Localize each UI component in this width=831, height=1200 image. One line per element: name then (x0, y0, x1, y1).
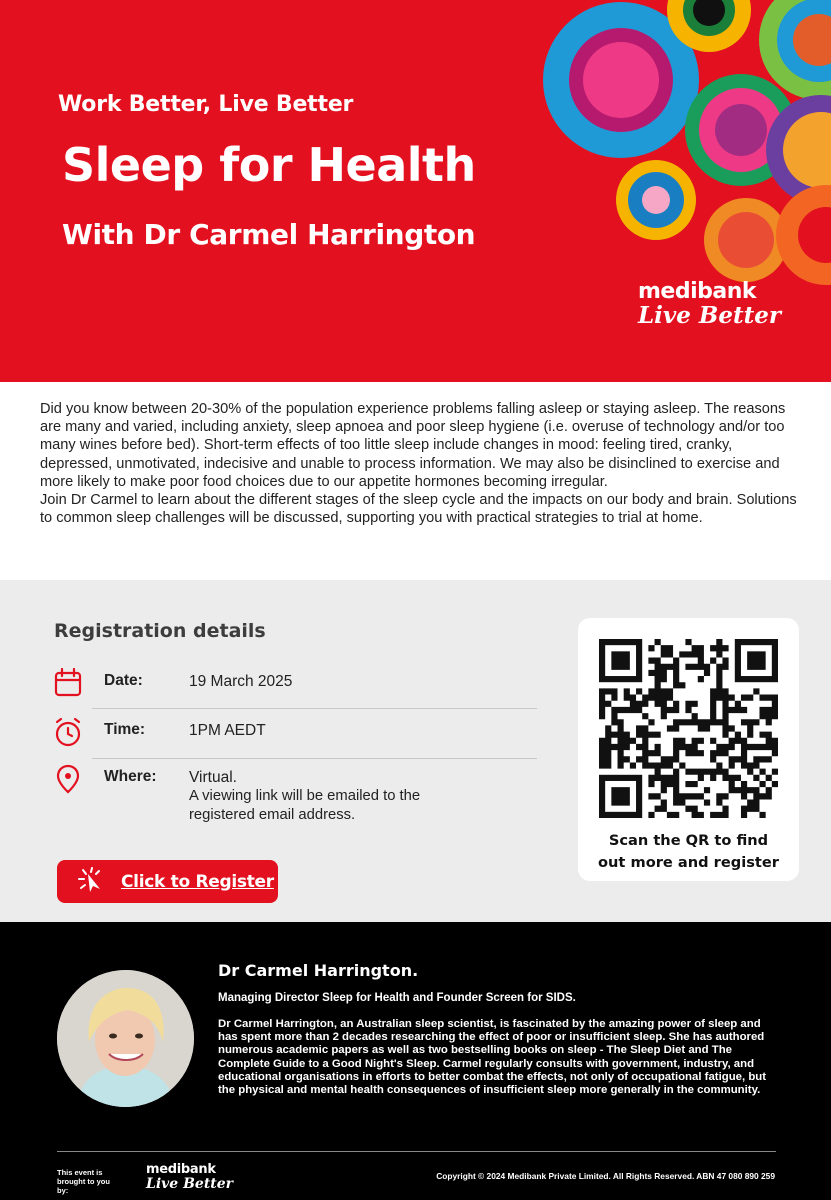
time-row (54, 717, 537, 749)
where-note: A viewing link will be emailed to the registered email address. (189, 788, 421, 823)
calendar-icon (54, 668, 82, 698)
qr-caption-line: Scan the QR to find (608, 832, 769, 849)
brand-logo (638, 279, 781, 329)
registration-heading: Registration details (54, 620, 266, 642)
where-value (189, 768, 479, 825)
registration-section (0, 580, 831, 922)
where-row (54, 764, 537, 824)
time-label: Time: (104, 721, 146, 738)
divider (92, 708, 537, 709)
location-pin-icon (54, 764, 82, 794)
speaker-role: Managing Director Sleep for Health and Founder Screen for SIDS. (218, 992, 576, 1004)
qr-caption-line: out more and register (598, 854, 779, 871)
brand-name: medibank (146, 1162, 216, 1177)
speaker-bio (0, 922, 831, 1200)
brought-by-text: This event is brought to you by: (57, 1168, 110, 1195)
avatar (57, 970, 194, 1107)
time-value: 1PM AEDT (189, 722, 266, 739)
date-value: 19 March 2025 (189, 673, 293, 690)
brand-name: medibank (638, 279, 757, 304)
divider (92, 758, 537, 759)
kicker-heading: Work Better, Live Better (58, 92, 354, 117)
qr-caption (578, 830, 799, 874)
copyright-text: Copyright © 2024 Medibank Private Limited. All Rights Reserved. ABN 47 080 890 259 (436, 1171, 775, 1181)
date-label: Date: (104, 672, 143, 689)
date-row (54, 668, 537, 700)
qr-card (578, 618, 799, 881)
speaker-description: Dr Carmel Harrington, an Australian sleep scientist, is fascinated by the amazing power of sleep and has spent more than 2 decades researching the effect of poor or insufficient sleep. She has authored numerous academic papers as well as two bestselling books on sleep - The Sleep Diet and The Complete Guide to a Good Night's Sleep. Carmel regularly consults with government, industry, and educational organisations in efforts to better combat the effects, not only of occupational fatigue, but the physical and mental health consequences of insufficient sleep more generally in the community. (218, 1018, 767, 1097)
page-subtitle: With Dr Carmel Harrington (62, 218, 476, 251)
intro-paragraph: Did you know between 20-30% of the population experience problems falling asleep or staying asleep. The reasons are many and varied, including anxiety, sleep apnoea and poor sleep hygiene (i.e. overuse of technology and/or too many wines before bed). Short-term effects of too little sleep include changes in mood: feeling tired, cranky, depressed, unmotivated, indecisive and unable to process information. We may also be disinclined to exercise and more likely to make poor food choices due to our appetite hormones becoming irregular. (40, 401, 786, 490)
register-button[interactable] (57, 860, 278, 903)
brand-tagline: Live Better (146, 1176, 234, 1192)
where-label: Where: (104, 768, 157, 785)
intro-text (40, 400, 805, 527)
footer-brand-logo (146, 1162, 233, 1192)
intro-paragraph: Join Dr Carmel to learn about the different stages of the sleep cycle and the impacts on our body and brain. Solutions to common sleep challenges will be discussed, supporting you with practical strategies to trial at home. (40, 492, 797, 527)
hero-banner (0, 0, 831, 382)
where-location: Virtual. (189, 769, 237, 786)
brand-tagline: Live Better (638, 302, 781, 329)
register-button-label: Click to Register (121, 871, 274, 892)
alarm-clock-icon (54, 717, 82, 747)
qr-code[interactable] (599, 639, 778, 818)
sparkle-pointer-icon (77, 867, 107, 897)
page-title: Sleep for Health (62, 138, 476, 192)
speaker-name: Dr Carmel Harrington. (218, 961, 419, 980)
divider (57, 1151, 776, 1152)
